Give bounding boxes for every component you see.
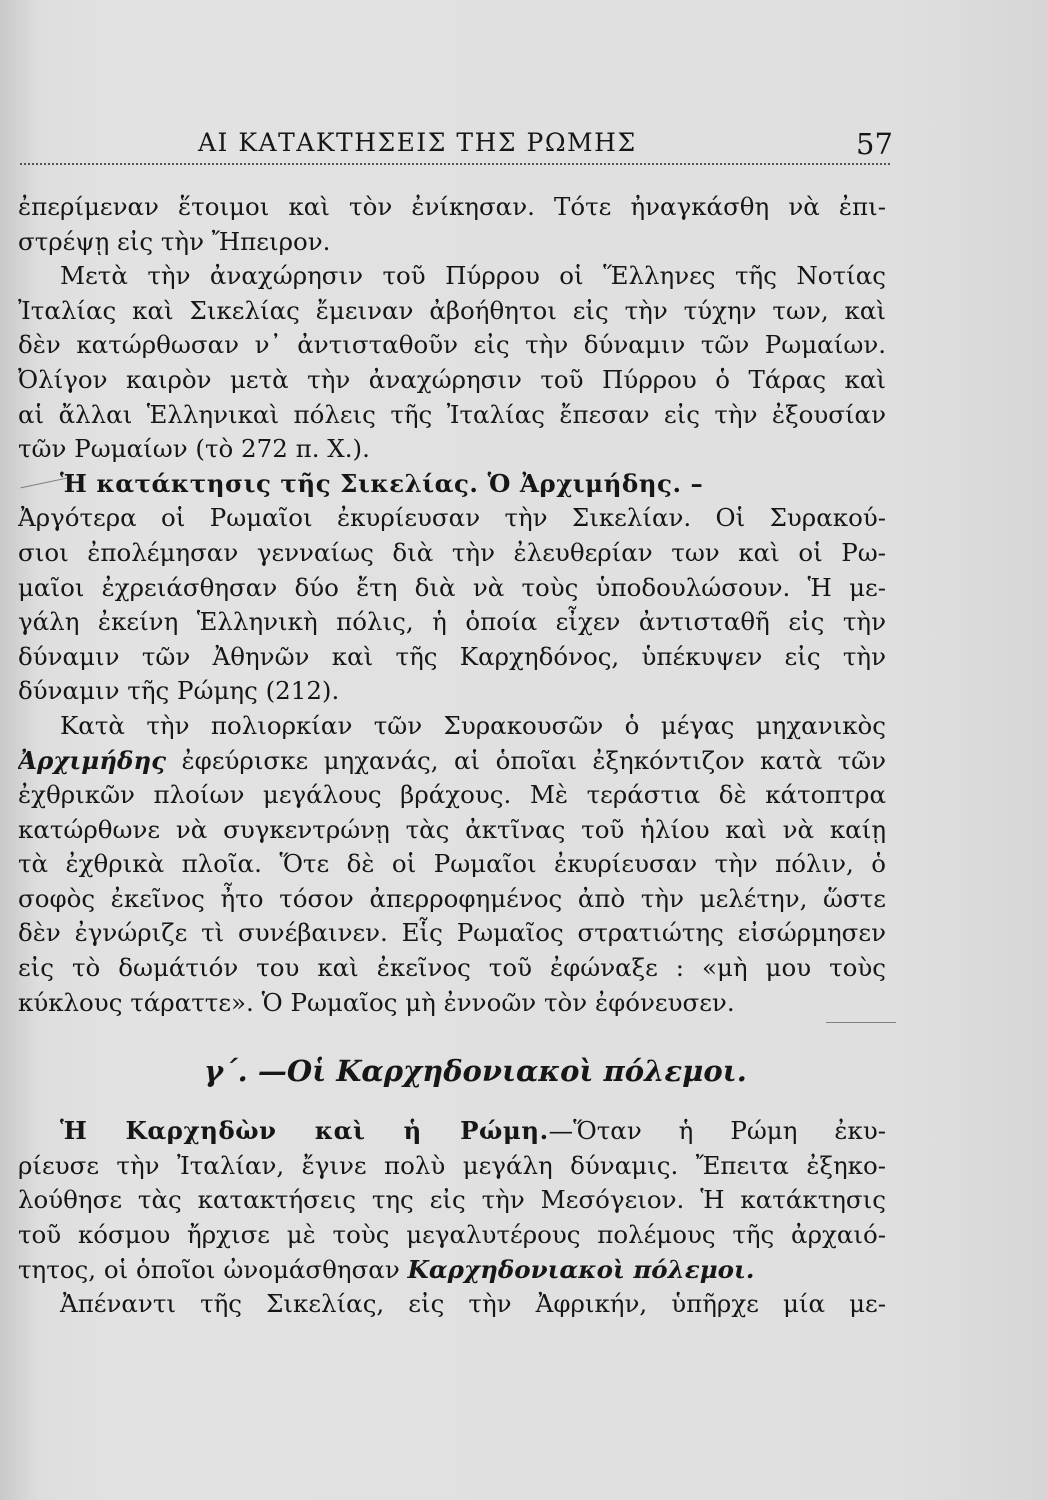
sicily-subheading: Ἡ κατάκτησις τῆς Σικελίας. Ὁ Ἀρχιμήδης. –: [60, 468, 704, 498]
text-line: γάλη ἐκείνη Ἑλληνικὴ πόλις, ἡ ὁποία εἶχεν ἀντισταθῆ εἰς τὴν: [18, 607, 886, 637]
page-header: [0, 128, 1047, 168]
text-line: λούθησε τὰς κατακτήσεις της εἰς τὴν Μεσόγειον. Ἡ κατάκτησις: [18, 1185, 886, 1215]
text-line: δύναμιν τῶν Ἀθηνῶν καὶ τῆς Καρχηδόνος, ὑπέκυψεν εἰς τὴν: [18, 641, 886, 671]
text-line: Ἀργότερα οἱ Ρωμαῖοι ἐκυρίευσαν τὴν Σικελίαν. Οἱ Συρακού-: [18, 503, 886, 533]
text-line: ρίευσε τὴν Ἰταλίαν, ἔγινε πολὺ μεγάλη δύναμις. Ἔπειτα ἐξηκο-: [18, 1150, 886, 1180]
text-line: τοῦ κόσμου ἤρχισε μὲ τοὺς μεγαλυτέρους πολέμους τῆς ἀρχαιό-: [18, 1220, 886, 1250]
page-number: 57: [856, 127, 893, 161]
text-line: τὰ ἐχθρικὰ πλοῖα. Ὅτε δὲ οἱ Ρωμαῖοι ἐκυρίευσαν τὴν πόλιν, ὁ: [18, 849, 886, 879]
section-heading: γ΄. —Οἱ Καρχηδονιακοὶ πόλεμοι.: [204, 1054, 747, 1089]
text-line: τῶν Ρωμαίων (τὸ 272 π. Χ.).: [18, 434, 370, 464]
text-line: δὲν κατώρθωσαν ν᾽ ἀντισταθοῦν εἰς τὴν δύναμιν τῶν Ρωμαίων.: [18, 330, 886, 360]
carthage-subheading: Ἡ Καρχηδὼν καὶ ἡ Ρώμη.: [60, 1116, 549, 1146]
text-line: σοφὸς ἐκεῖνος ἦτο τόσον ἀπερροφημένος ἀπὸ τὴν μελέτην, ὥστε: [18, 883, 886, 913]
text-line: Ἀπέναντι τῆς Σικελίας, εἰς τὴν Ἀφρικήν, ὑπῆρχε μία με-: [60, 1289, 886, 1319]
text-line: δύναμιν τῆς Ρώμης (212).: [18, 676, 340, 706]
text-line: εἰς τὸ δωμάτιόν του καὶ ἐκεῖνος τοῦ ἐφώναξε : «μὴ μου τοὺς: [18, 953, 886, 983]
text-line: Μετὰ τὴν ἀναχώρησιν τοῦ Πύρρου οἱ Ἕλληνες τῆς Νοτίας: [60, 261, 886, 291]
text-line: στρέψῃ εἰς τὴν Ἤπειρον.: [18, 226, 331, 256]
text-line: αἱ ἄλλαι Ἑλληνικαὶ πόλεις τῆς Ἰταλίας ἔπεσαν εἰς τὴν ἐξουσίαν: [18, 399, 886, 429]
running-title: ΑΙ ΚΑΤΑΚΤΗΣΕΙΣ ΤΗΣ ΡΩΜΗΣ: [198, 128, 637, 157]
text-span: —Ὅταν ἡ Ρώμη ἐκυ-: [548, 1116, 886, 1146]
header-rule: [20, 163, 890, 165]
text-line: κύκλους τάραττε». Ὁ Ρωμαῖος μὴ ἐννοῶν τὸν ἐφόνευσεν.: [18, 987, 735, 1017]
text-line: Ἰταλίας καὶ Σικελίας ἔμειναν ἀβοήθητοι εἰς τὴν τύχην των, καὶ: [18, 295, 886, 325]
archimedes-name: Ἀρχιμήδης: [18, 745, 167, 775]
carthaginian-wars-term: Καρχηδονιακοὶ πόλεμοι.: [407, 1254, 755, 1284]
text-line: Ὀλίγον καιρὸν μετὰ τὴν ἀναχώρησιν τοῦ Πύρρου ὁ Τάρας καὶ: [18, 364, 886, 394]
text-line: ἐχθρικῶν πλοίων μεγάλους βράχους. Μὲ τεράστια δὲ κάτοπτρα: [18, 780, 886, 810]
text-line: [18, 744, 886, 779]
text-line: [18, 1253, 886, 1288]
text-span: τητος, οἱ ὁποῖοι ὠνομάσθησαν: [18, 1254, 408, 1284]
text-line: Κατὰ τὴν πολιορκίαν τῶν Συρακουσῶν ὁ μέγας μηχανικὸς: [60, 710, 886, 740]
text-span: ἐφεύρισκε μηχανάς, αἱ ὁποῖαι ἐξηκόντιζον κατὰ τῶν: [166, 745, 886, 775]
text-line: μαῖοι ἐχρειάσθησαν δύο ἔτη διὰ νὰ τοὺς ὑποδουλώσουν. Ἡ με-: [18, 572, 886, 602]
text-line: κατώρθωνε νὰ συγκεντρώνῃ τὰς ἀκτῖνας τοῦ ἡλίου καὶ νὰ καίῃ: [18, 814, 886, 844]
text-line: ἐπερίμεναν ἕτοιμοι καὶ τὸν ἐνίκησαν. Τότε ἠναγκάσθη νὰ ἐπι-: [18, 192, 886, 221]
body-text: [18, 190, 886, 1322]
text-line: [18, 1114, 886, 1149]
text-line: σιοι ἐπολέμησαν γενναίως διὰ τὴν ἐλευθερίαν των καὶ οἱ Ρω-: [18, 537, 886, 567]
text-line: δὲν ἐγνώριζε τὶ συνέβαινεν. Εἷς Ρωμαῖος στρατιώτης εἰσώρμησεν: [18, 918, 886, 948]
